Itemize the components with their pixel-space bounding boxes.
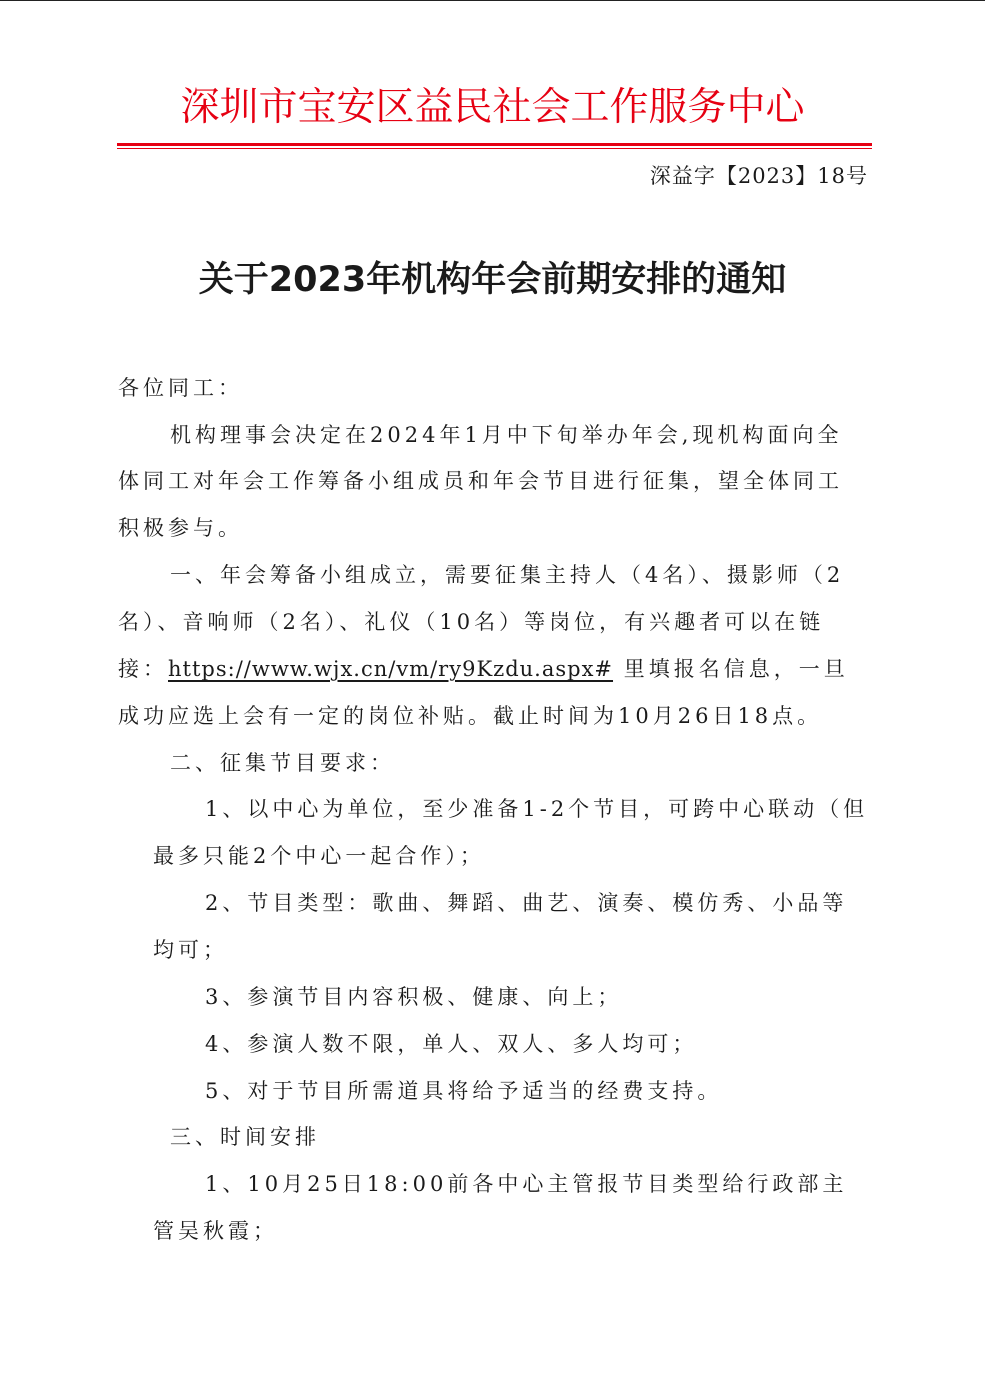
intro-line-1: 机构理事会决定在2024年1月中下旬举办年会,现机构面向全: [170, 423, 843, 447]
registration-link[interactable]: https://www.wjx.cn/vm/ry9Kzdu.aspx#: [168, 657, 614, 681]
letterhead-rule-thick: [117, 143, 872, 146]
intro-line-3: 积极参与。: [118, 516, 243, 540]
salutation: 各位同工：: [118, 376, 243, 400]
page-top-border: [0, 0, 985, 1]
section2-item3: 3、参演节目内容积极、健康、向上；: [205, 985, 623, 1009]
section1-line-3: [118, 646, 849, 693]
section1-line-4: 成功应选上会有一定的岗位补贴。截止时间为10月26日18点。: [118, 704, 823, 728]
section3-item1-line-1: 1、10月25日18:00前各中心主管报节目类型给行政部主: [205, 1172, 848, 1196]
section2-item2-line-1: 2、节目类型：歌曲、舞蹈、曲艺、演奏、模仿秀、小品等: [205, 891, 848, 915]
document-number: 深益字【2023】18号: [649, 164, 868, 188]
section2-heading: 二、征集节目要求：: [170, 751, 395, 775]
section3-heading: 三、时间安排: [170, 1125, 320, 1149]
letterhead-rule-thin: [117, 148, 872, 149]
section2-item5: 5、对于节目所需道具将给予适当的经费支持。: [205, 1079, 723, 1103]
section1-line-3-suffix: 里填报名信息，一旦: [623, 657, 849, 681]
section2-item4: 4、参演人数不限，单人、双人、多人均可；: [205, 1032, 698, 1056]
section1-line-1: 一、年会筹备小组成立，需要征集主持人（4名）、摄影师（2: [170, 563, 845, 587]
intro-line-2: 体同工对年会工作筹备小组成员和年会节目进行征集，望全体同工: [118, 469, 843, 493]
section1-line-2: 名）、音响师（2名）、礼仪（10名）等岗位，有兴趣者可以在链: [118, 610, 825, 634]
section1-line-3-prefix: 接：: [118, 657, 168, 681]
organization-letterhead: 深圳市宝安区益民社会工作服务中心: [180, 85, 805, 130]
document-title: 关于2023年机构年会前期安排的通知: [198, 260, 787, 300]
section2-item1-line-1: 1、以中心为单位，至少准备1-2个节目，可跨中心联动（但: [205, 797, 869, 821]
section3-item1-line-2: 管吴秋霞；: [153, 1219, 278, 1243]
section2-item1-line-2: 最多只能2个中心一起合作）；: [153, 844, 485, 868]
section2-item2-line-2: 均可；: [153, 938, 228, 962]
